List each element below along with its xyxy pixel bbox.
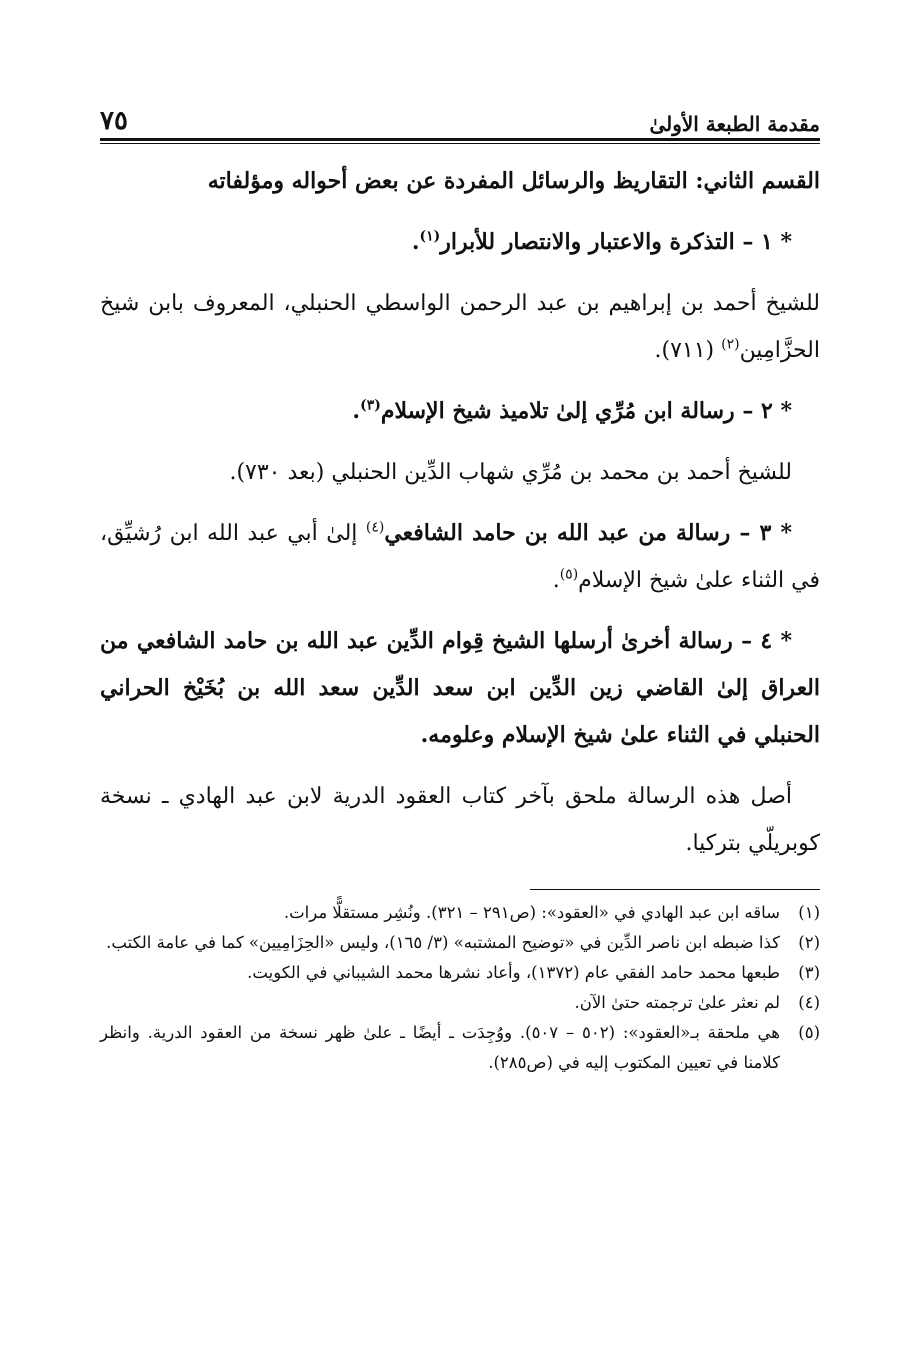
footnote-ref: (٤)	[365, 519, 385, 536]
item-2-text: للشيخ أحمد بن محمد بن مُرِّي شهاب الدِّين الحنبلي (بعد ٧٣٠).	[229, 460, 792, 485]
footnote-ref: (٢)	[721, 336, 740, 353]
section-heading: القسم الثاني: التقاريظ والرسائل المفردة عن بعض أحواله ومؤلفاته	[207, 168, 820, 194]
header-title: مقدمة الطبعة الأولىٰ	[649, 112, 820, 136]
footnote-ref: (٥)	[559, 566, 579, 583]
item-1-text: للشيخ أحمد بن إبراهيم بن عبد الرحمن الواسطي الحنبلي، المعروف بابن شيخ الحزَّامِين$^{(٢)}$ (٧١١).	[100, 291, 820, 363]
item-3: * ٣ – رسالة من عبد الله بن حامد الشافعي$^{(٤)}$ إلىٰ أبي عبد الله ابن رُشيِّق، في الثناء علىٰ شيخ الإسلام$^{(٥)}$.	[100, 519, 820, 593]
item-4-heading: * ٤ – رسالة أخرىٰ أرسلها الشيخ قِوام الدِّين عبد الله بن حامد الشافعي من العراق إلىٰ القاضي زين الدِّين ابن سعد الدِّين سعد الله بن بُخَيْخ الحراني الحنبلي في الثناء علىٰ شيخ الإسلام وعلومه.	[100, 628, 820, 748]
item-1-heading: * ١ – التذكرة والاعتبار والانتصار للأبرار$^{(١)}$.	[411, 228, 792, 255]
footnote: (٤) لم نعثر علىٰ ترجمته حتىٰ الآن.	[574, 993, 820, 1012]
footnote: (٢) كذا ضبطه ابن ناصر الدِّين في «توضيح المشتبه» (٣/ ١٦٥)، وليس «الحِزَامِيين» كما في عامة الكتب.	[106, 933, 820, 952]
header-rule-thick	[100, 138, 820, 141]
footnote-ref: (١)	[419, 228, 441, 245]
footnote: (١) ساقه ابن عبد الهادي في «العقود»: (ص٢٩١ – ٣٢١). ونُشِر مستقلًّا مرات.	[283, 903, 820, 922]
item-4-text: أصل هذه الرسالة ملحق بآخر كتاب العقود الدرية لابن عبد الهادي ـ نسخة كوبريلّي بتركيا.	[100, 784, 820, 856]
running-header	[100, 96, 820, 136]
main-text	[100, 158, 820, 867]
footnote: (٣) طبعها محمد حامد الفقي عام (١٣٧٢)، وأعاد نشرها محمد الشيباني في الكويت.	[247, 963, 820, 982]
page-number: ٧٥	[100, 106, 128, 136]
item-2-heading: * ٢ – رسالة ابن مُرِّي إلىٰ تلاميذ شيخ الإسلام$^{(٣)}$.	[352, 397, 792, 424]
footnote-separator	[530, 889, 820, 890]
footnotes	[100, 898, 820, 1078]
header-rule-thin	[100, 143, 820, 144]
book-page	[100, 96, 820, 1078]
footnote: (٥) هي ملحقة بـ«العقود»: (٥٠٢ – ٥٠٧). ووُجِدَت ـ أيضًا ـ علىٰ ظهر نسخة من العقود الدرية. وانظر كلامنا في تعيين المكتوب إليه في (ص٢٨٥).	[100, 1023, 820, 1072]
footnote-ref: (٣)	[360, 397, 381, 414]
